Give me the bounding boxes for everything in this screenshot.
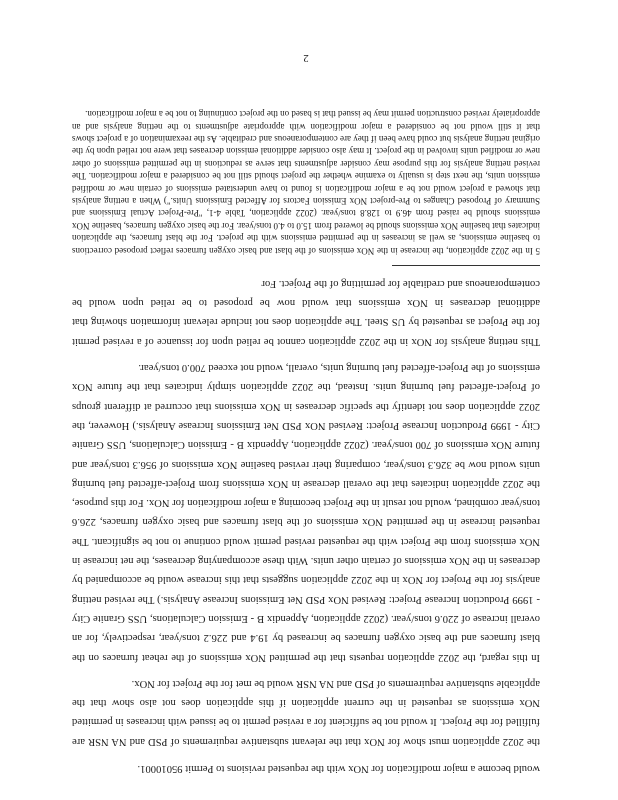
paragraph-gap <box>72 751 540 759</box>
page-number: 2 <box>303 52 309 64</box>
footnote-5: 5 In the 2022 application, the increase in the NOx emissions of the blast and basic oxygen furnaces reflect proposed corrections to baseline emissions, as well as increases in the permitted emissions with the project. For the blast furnaces, the application indicates that baseline NOx emissions should be lowered from 15.0 to 4.0 tons/year. For the basic oxygen furnaces, baseline NOx emissions should be raised from 46.9 to 128.8 tons/year. (2022 application, Table 4-1, "Pre-Project Actual Emissions and Summary of Proposed Changes to Pre-project NOx Emission Factors for Affected Emissions Units.") When a netting analysis that showed a project would not be a major modification is found to have understated emissions of certain new or modified emission units, the next step is usually to examine whether the project should still not be considered a major modification. The revised netting analysis for this purpose may consider adjustments that serve as reductions in the permitted emissions of other new or modified units involved in the project. It may also consider additional emission decreases that were not relied upon by the original netting analysis but could have been if they are contemporaneous and creditable. As the reexamination of a project shows that it still would not be considered a major modification with appropriate adjustments to the netting analysis and an appropriately revised construction permit may be issued that is based on the project continuing to not be a major modification. <box>72 109 540 256</box>
paragraph-continuation: would become a major modification for NOx with the requested revisions to Permit 95010001. <box>137 763 540 774</box>
paragraph-substantive-requirements: the 2022 application must show for NOx that the relevant substantive requirements of PSD and NA NSR are fulfilled for the Project. It would not be sufficient for a revised permit to be issued with increases in permitted NOx emissions as requested in the current application if this application does not also show that the applicable substantive requirements of PSD and NA NSR would be met for the Project for NOx. <box>72 677 540 747</box>
paragraph-netting-request: In this regard, the 2022 application requests that the permitted NOx emissions of the reheat furnaces on the blast furnaces and the basic oxygen furnaces be increased by 19.4 and 226.2 tons/year, respectively, for an overall increase of 220.6 tons/year. (2022 application, Appendix B - Emission Calculations, USS Granite City - 1999 Production Increase Project: Revised NOx PSD Net Emissions Increase Analysis.) The revised netting analysis for the Project for NOx in the 2022 application suggests that this increase would be accompanied by decreases in the NOx emissions of certain other units. With these accompanying decreases, the net increase in NOx emissions from the Project with the requested revised permit would continue to not be significant. The requested increase in the permitted NOx emissions of the blast furnaces and basic oxygen furnaces, 226.6 tons/year combined, would not result in the Project becoming a major modification for NOx. For this purpose, the 2022 application indicates that the overall decrease in NOx emissions from Project-affected fuel burning units would now be 326.3 tons/year, comparing their revised baseline NOx emissions of 956.3 tons/year and future NOx emissions of 700 tons/year. (2022 application, Appendix B - Emission Calculations, USS Granite City - 1999 Production Increase Project: Revised NOx PSD Net Emissions Increase Analysis.) However, the 2022 application does not identify the specific decreases in NOx emissions that occurred at different groups of Project-affected fuel burning units. Instead, the 2022 application simply indicates that the future NOx emissions of the Project-affected fuel burning units, overall, would not exceed 700.0 tons/year. <box>72 362 540 663</box>
footnote-divider <box>392 265 540 266</box>
paragraph-netting-analysis: This netting analysis for NOx in the 2022 application cannot be relied upon for issuance of a revised permit for the Project as requested by US Steel. The application does not include relevant information showing that additional decreases in NOx emissions that would now be proposed to be relied upon would be contemporaneous and creditable for permitting of the Project. For <box>72 277 540 347</box>
page-content <box>72 108 540 778</box>
